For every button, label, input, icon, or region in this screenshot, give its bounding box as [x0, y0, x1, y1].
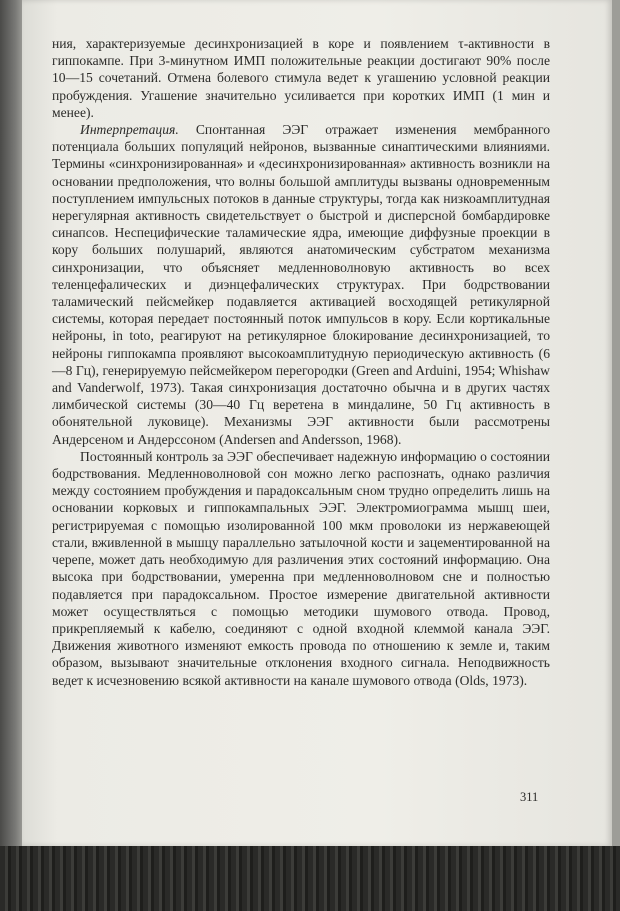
body-text: [52, 35, 550, 689]
run-in-heading: Интерпретация.: [80, 122, 179, 138]
paragraph-continuation: [52, 35, 550, 121]
scanner-bottom-band: [0, 846, 620, 911]
paragraph-text: Постоянный контроль за ЭЭГ обеспечивает надежную информацию о состоянии бодрствования. Медленноволновой сон можно легко распознать, однако различия между состоянием пробуждения и парадоксальным сном трудно определить лишь на основании корковых и гиппокампальных ЭЭГ. Электромиограмма мышц шеи, регистрируемая с помощью изолированной 100 мкм проволоки из нержавеющей стали, вживленной в мышцу параллельно затылочной кости и зацементированной на черепе, может дать необходимую для различения этих состояний информацию. Она высока при бодрствовании, умеренна при медленноволновом сне и полностью подавляется при парадоксальном. Простое измерение двигательной активности может осуществляться с помощью методики шумового отвода. Провод, прикрепляемый к кабелю, соединяют с одной входной клеммой канала ЭЭГ. Движения животного изменяют емкость провода по отношению к земле и, таким образом, вызывают значительные отклонения входного сигнала. Неподвижность ведет к исчезновению всякой активности на канале шумового отвода (Olds, 1973).: [52, 448, 550, 688]
page-right-edge: [612, 0, 620, 846]
paragraph-text: Спонтанная ЭЭГ отражает изменения мембранного потенциала больших популяций нейронов, вызванные синаптическими влияниями. Термины «синхронизированная» и «десинхронизированная» активность возникли на основании предположения, что волны большой амплитуды вызваны одновременным поступлением импульсных потоков в данные структуры, тогда как низкоамплитудная нерегулярная активность свидетельствует о быстрой и дисперсной бомбардировке синапсов. Неспецифические таламические ядра, имеющие диффузные проекции в кору больших полушарий, являются анатомическим субстратом механизма синхронизации, что объясняет медленноволновую активность во всех теленцефалических и диэнцефалических структурах. При бодрствовании таламический пейсмейкер подавляется активацией восходящей ретикулярной системы, которая передает постоянный поток импульсов в кору. Если кортикальные нейроны, in toto, реагируют на ретикулярное блокирование десинхронизацией, то нейроны гиппокампа проявляют высокоамплитудную периодическую активность (6—8 Гц), генерируемую пейсмейкером перегородки (Green and Arduini, 1954; Whishaw and Vanderwolf, 1973). Такая синхронизация достаточно обычна и в других частях лимбической системы (30—40 Гц веретена в миндалине, 50 Гц активность в обонятельной луковице). Механизмы ЭЭГ активности были рассмотрены Андерсеном и Андерссоном (Andersen and Andersson, 1968).: [52, 122, 550, 447]
page-number: 311: [520, 790, 539, 804]
paragraph-interpretation: [52, 121, 550, 448]
paragraph-monitoring: [52, 448, 550, 689]
paragraph-text: ния, характеризуемые десинхронизацией в коре и появлением τ-активности в гиппокампе. При 3-минутном ИМП положительные реакции достигают 90% после 10—15 сочетаний. Отмена болевого стимула ведет к угашению условной реакции пробуждения. Угашение значительно усиливается при коротких ИМП (1 мин и менее).: [52, 36, 550, 120]
